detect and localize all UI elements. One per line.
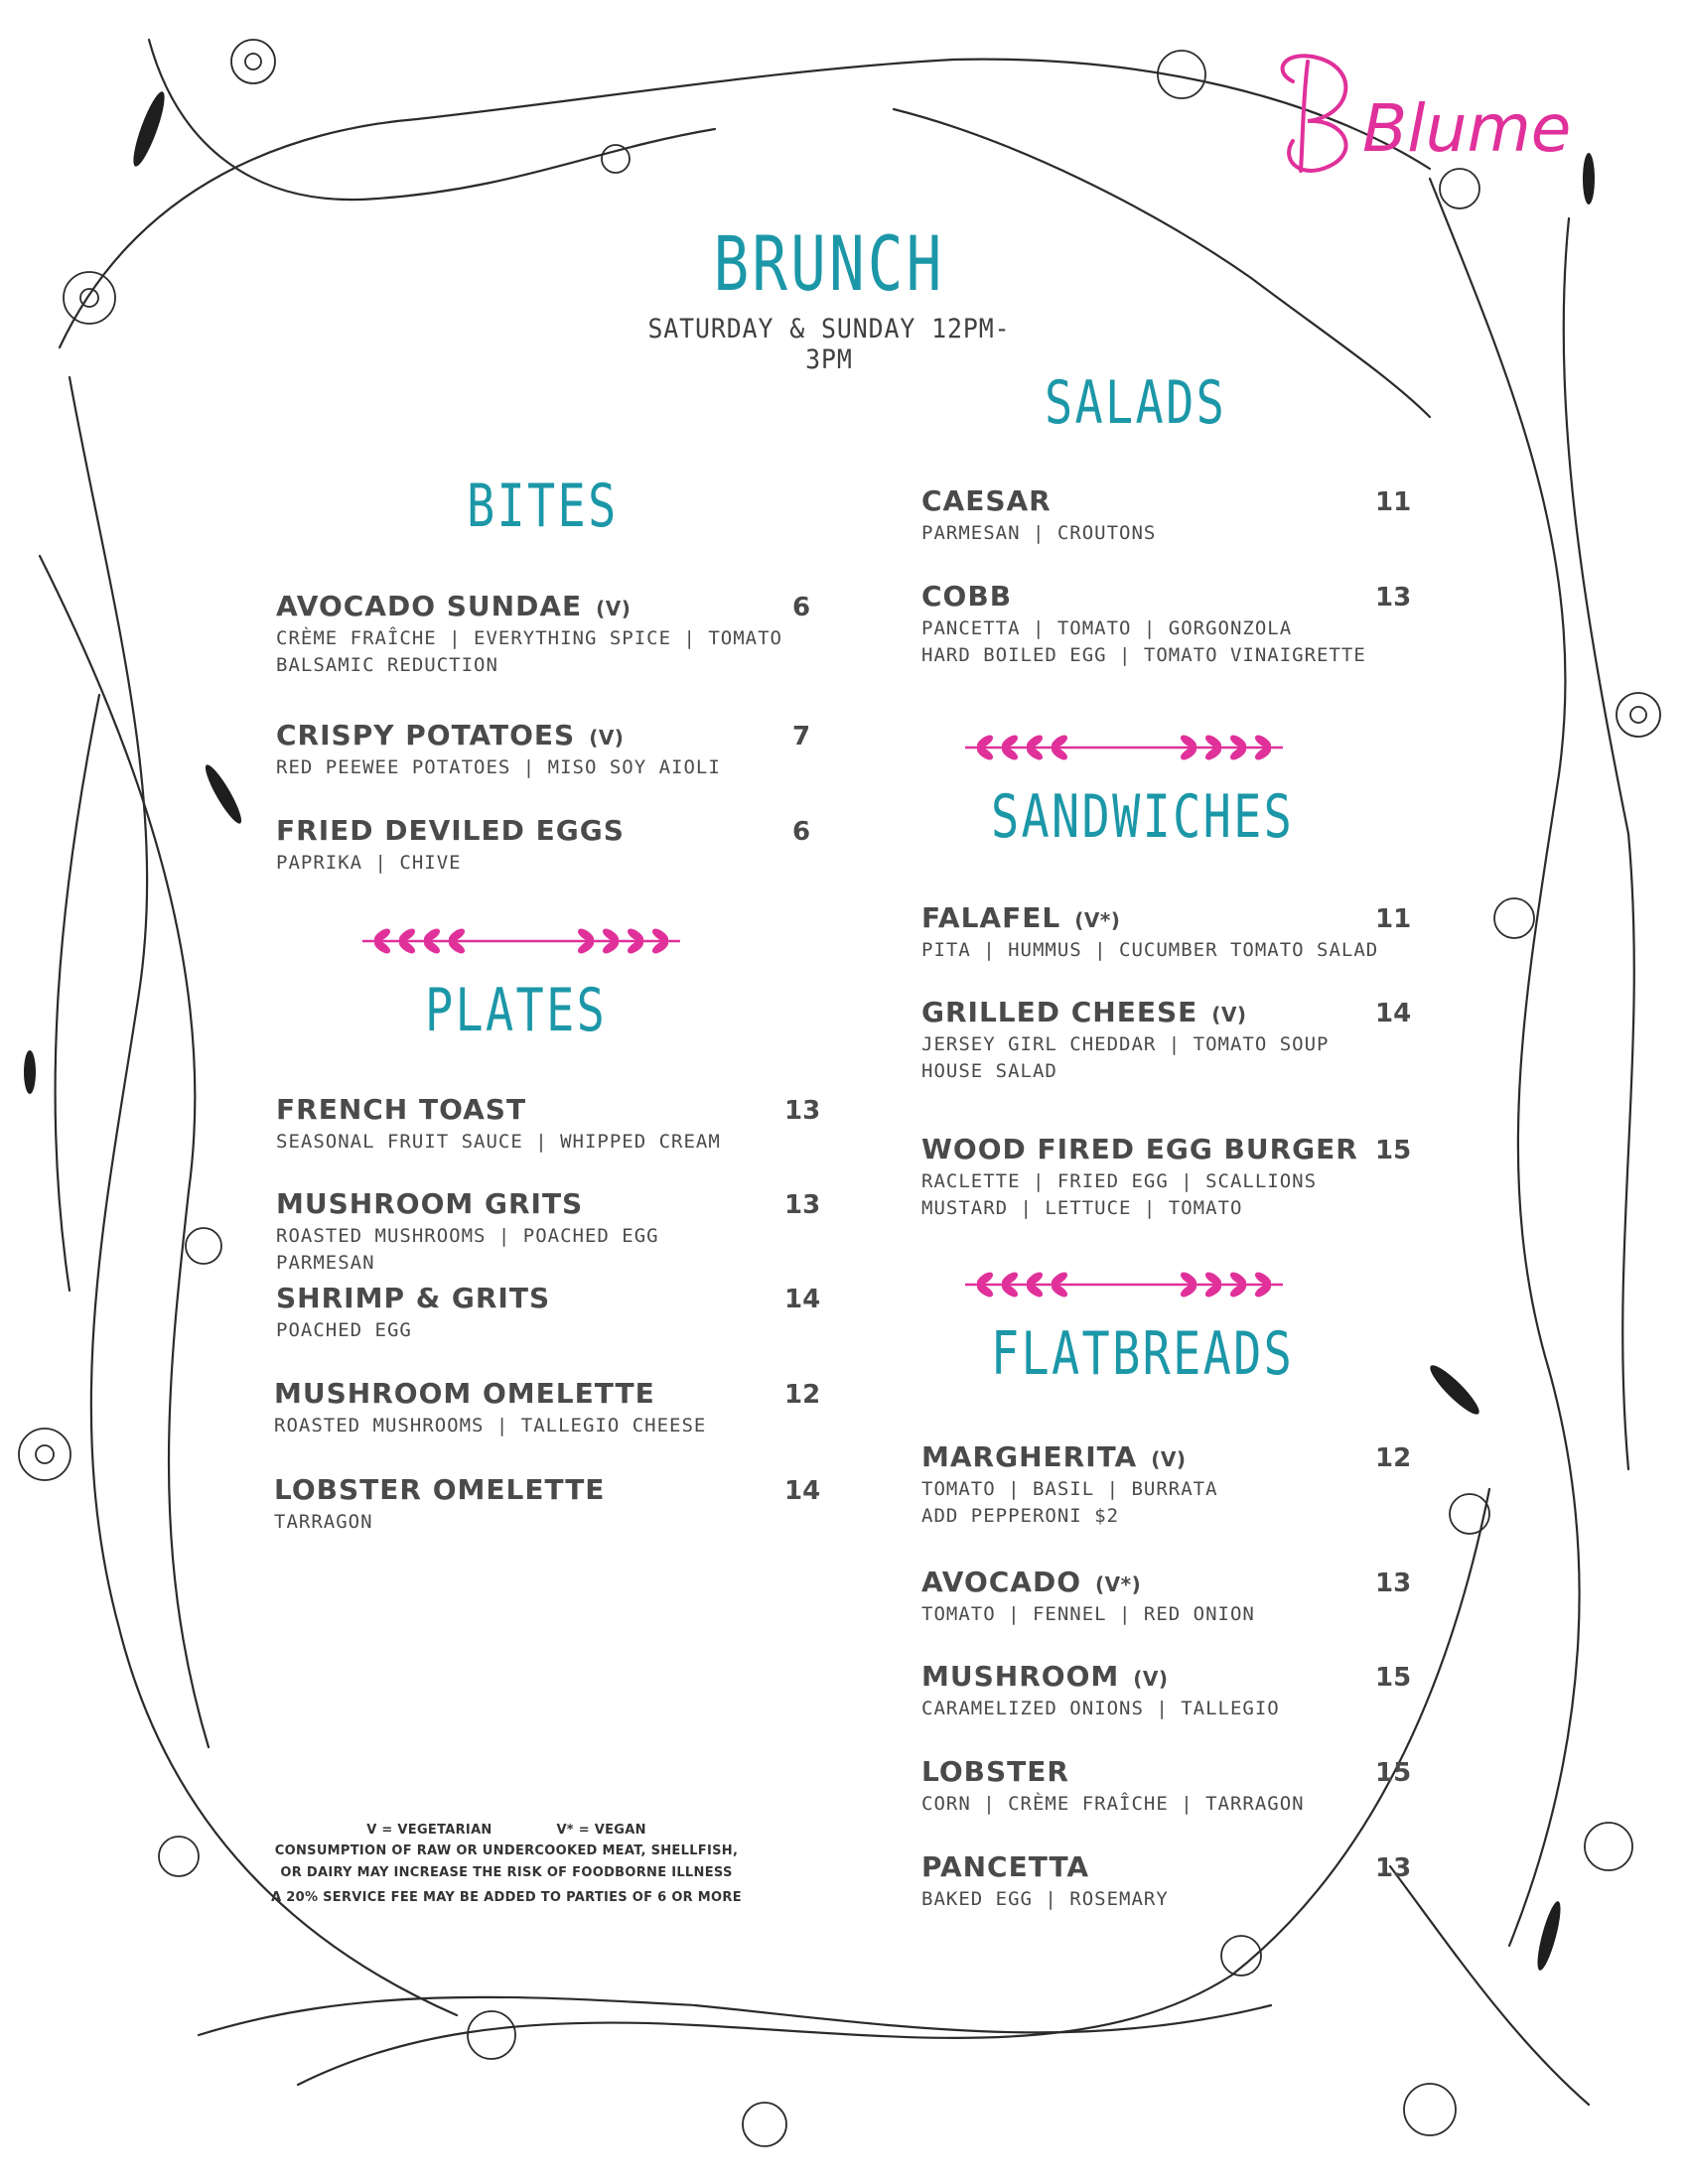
item-description: CRÈME FRAÎCHE | EVERYTHING SPICE | TOMATO BALSAMIC REDUCTION	[276, 627, 782, 676]
item-price: 14	[1375, 999, 1412, 1028]
item-tag: (V)	[596, 597, 632, 620]
raw-food-warning: CONSUMPTION OF RAW OR UNDERCOOKED MEAT, SHELLFISH, OR DAIRY MAY INCREASE THE RISK OF FOODBORNE ILLNESS	[274, 1843, 739, 1880]
page-subtitle: SATURDAY & SUNDAY 12PM-3PM	[647, 314, 1011, 375]
item-description: ROASTED MUSHROOMS | POACHED EGG PARMESAN	[276, 1225, 659, 1274]
item-name: SHRIMP & GRITS	[276, 1282, 551, 1314]
service-fee-note: A 20% SERVICE FEE MAY BE ADDED TO PARTIES OF 6 OR MORE	[271, 1890, 742, 1906]
laurel-divider-icon	[955, 1265, 1293, 1304]
item-description: RACLETTE | FRIED EGG | SCALLIONS MUSTARD | LETTUCE | TOMATO	[921, 1170, 1318, 1219]
item-name: GRILLED CHEESE	[921, 996, 1198, 1028]
item-name: AVOCADO SUNDAE	[276, 590, 583, 622]
item-name: LOBSTER	[921, 1755, 1069, 1788]
item-price: 14	[784, 1476, 821, 1506]
menu-item	[276, 1282, 852, 1344]
item-description: PITA | HUMMUS | CUCUMBER TOMATO SALAD	[921, 939, 1379, 961]
item-price: 12	[1375, 1443, 1412, 1473]
menu-item	[276, 590, 852, 678]
item-tag: (V*)	[1095, 1572, 1142, 1596]
menu-item	[276, 719, 852, 781]
item-description: JERSEY GIRL CHEDDAR | TOMATO SOUP HOUSE SALAD	[921, 1033, 1330, 1082]
item-description: CORN | CRÈME FRAÎCHE | TARRAGON	[921, 1793, 1305, 1815]
item-description: BAKED EGG | ROSEMARY	[921, 1888, 1169, 1910]
menu-item	[921, 1755, 1497, 1818]
section-title-salads: SALADS	[1045, 368, 1227, 438]
legend-vegetarian: V = VEGETARIAN	[366, 1823, 492, 1838]
menu-item	[921, 996, 1497, 1084]
item-description: SEASONAL FRUIT SAUCE | WHIPPED CREAM	[276, 1131, 721, 1153]
item-name: FRENCH TOAST	[276, 1093, 527, 1126]
menu-item	[274, 1377, 850, 1439]
blume-logo	[1253, 42, 1630, 191]
menu-item	[921, 901, 1497, 964]
item-name: PANCETTA	[921, 1850, 1090, 1883]
item-description: ROASTED MUSHROOMS | TALLEGIO CHEESE	[274, 1415, 707, 1436]
item-name: CAESAR	[921, 484, 1052, 517]
item-tag: (V)	[1133, 1667, 1169, 1691]
item-price: 13	[784, 1096, 821, 1126]
menu-item	[276, 1187, 852, 1276]
item-description: PANCETTA | TOMATO | GORGONZOLA HARD BOILED EGG | TOMATO VINAIGRETTE	[921, 617, 1366, 666]
menu-item	[921, 1566, 1497, 1628]
menu-item	[274, 1473, 850, 1536]
item-tag: (V)	[1151, 1447, 1187, 1471]
section-title-bites: BITES	[467, 472, 619, 541]
item-tag: (V*)	[1074, 908, 1121, 932]
item-price: 15	[1375, 1663, 1412, 1693]
item-price: 6	[792, 593, 811, 622]
item-price: 15	[1375, 1136, 1412, 1165]
menu-item	[276, 1093, 852, 1156]
item-name: LOBSTER OMELETTE	[274, 1473, 606, 1506]
item-name: COBB	[921, 580, 1013, 613]
menu-item	[921, 580, 1497, 668]
item-price: 11	[1375, 904, 1412, 934]
item-price: 6	[792, 817, 811, 847]
menu-item	[921, 1660, 1497, 1722]
item-price: 14	[784, 1285, 821, 1314]
laurel-divider-icon	[955, 728, 1293, 767]
menu-item	[921, 484, 1497, 547]
item-price: 13	[1375, 583, 1412, 613]
item-name: MUSHROOM	[921, 1660, 1120, 1693]
section-title-plates: PLATES	[425, 976, 608, 1045]
footnote	[268, 1820, 745, 1909]
logo-text: Blume	[1362, 90, 1572, 167]
item-description: TOMATO | FENNEL | RED ONION	[921, 1603, 1255, 1625]
item-price: 13	[784, 1190, 821, 1220]
item-price: 7	[792, 722, 811, 751]
item-name: AVOCADO	[921, 1566, 1082, 1598]
item-description: RED PEEWEE POTATOES | MISO SOY AIOLI	[276, 756, 721, 778]
item-description: POACHED EGG	[276, 1319, 412, 1341]
item-description: TARRAGON	[274, 1511, 373, 1533]
item-description: PARMESAN | CROUTONS	[921, 522, 1157, 544]
page-title: BRUNCH	[713, 219, 945, 308]
item-price: 12	[784, 1380, 821, 1410]
item-name: WOOD FIRED EGG BURGER	[921, 1133, 1358, 1165]
item-tag: (V)	[589, 726, 625, 750]
item-name: FRIED DEVILED EGGS	[276, 814, 625, 847]
item-price: 13	[1375, 1569, 1412, 1598]
section-title-sandwiches: SANDWICHES	[991, 782, 1295, 852]
item-name: FALAFEL	[921, 901, 1061, 934]
item-name: MARGHERITA	[921, 1440, 1138, 1473]
menu-item	[921, 1133, 1497, 1221]
item-price: 11	[1375, 487, 1412, 517]
menu-item	[276, 814, 852, 877]
item-description: TOMATO | BASIL | BURRATA ADD PEPPERONI $2	[921, 1478, 1218, 1527]
item-description: PAPRIKA | CHIVE	[276, 852, 462, 874]
item-tag: (V)	[1211, 1003, 1247, 1026]
item-name: MUSHROOM OMELETTE	[274, 1377, 655, 1410]
laurel-divider-icon	[352, 921, 690, 961]
menu-item	[921, 1440, 1497, 1529]
item-description: CARAMELIZED ONIONS | TALLEGIO	[921, 1698, 1280, 1719]
legend-vegan: V* = VEGAN	[556, 1823, 646, 1838]
item-name: MUSHROOM GRITS	[276, 1187, 584, 1220]
item-price: 13	[1375, 1853, 1412, 1883]
section-title-flatbreads: FLATBREADS	[991, 1319, 1295, 1389]
item-price: 15	[1375, 1758, 1412, 1788]
item-name: CRISPY POTATOES	[276, 719, 576, 751]
menu-item	[921, 1850, 1497, 1913]
